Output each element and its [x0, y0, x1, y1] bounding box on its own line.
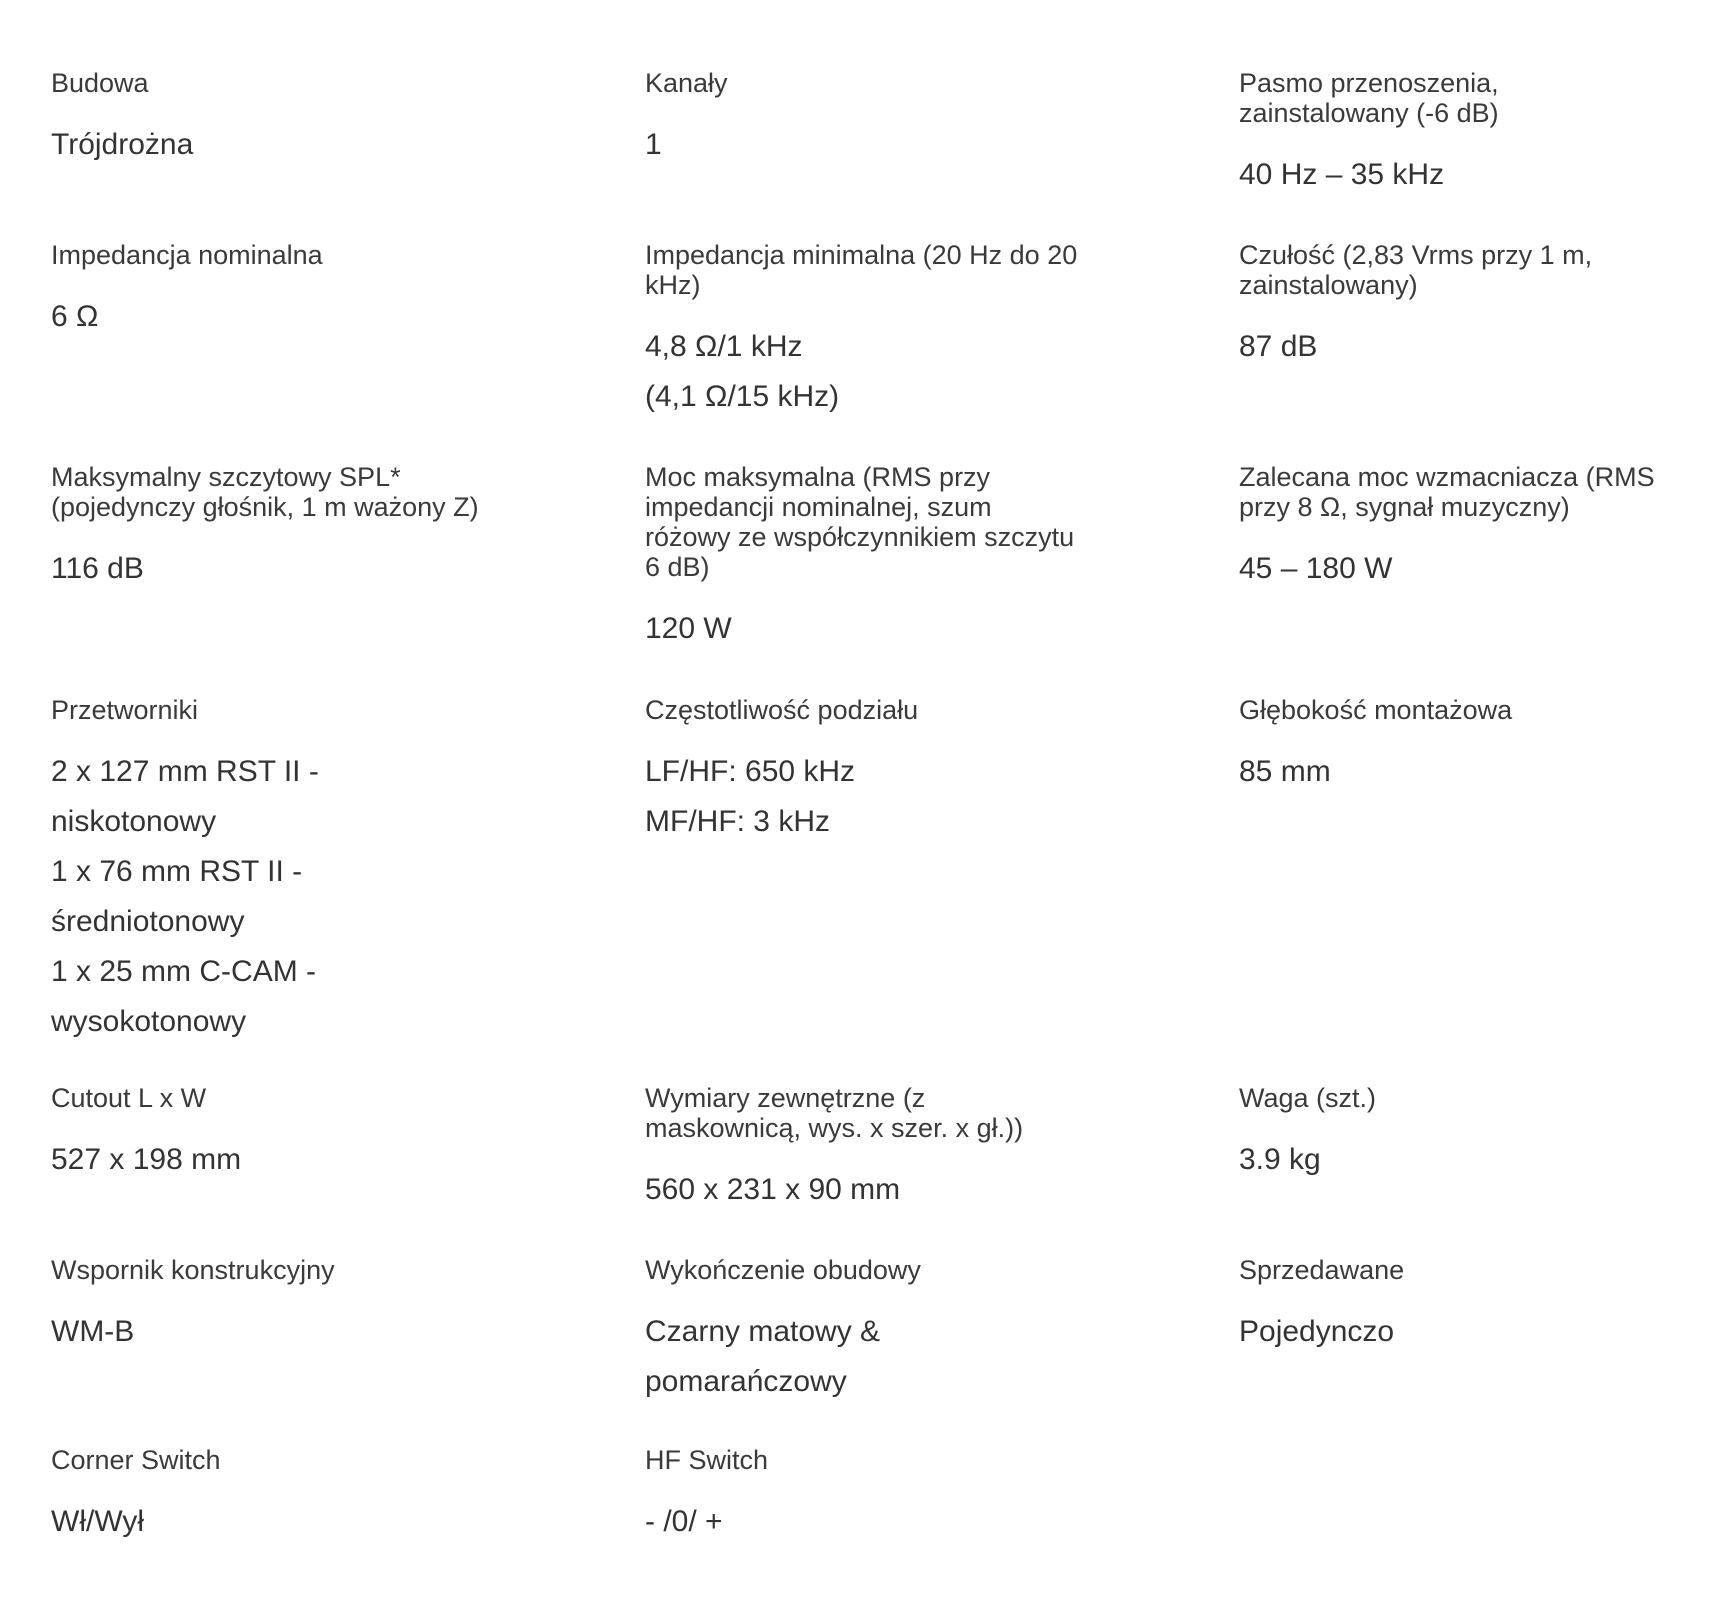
spec-label: Głębokość montażowa — [1239, 695, 1513, 725]
spec-value: (4,1 Ω/15 kHz) — [645, 380, 840, 413]
spec-value: 2 x 127 mm RST II - — [51, 755, 319, 788]
spec-value: 527 x 198 mm — [51, 1143, 242, 1176]
spec-label-line: Wymiary zewnętrzne (z — [645, 1083, 926, 1113]
spec-label: Wykończenie obudowy — [645, 1255, 921, 1285]
spec-value: MF/HF: 3 kHz — [645, 805, 830, 838]
spec-label-line: zainstalowany (-6 dB) — [1239, 98, 1499, 128]
spec-item-glebokosc-montazowa — [1239, 695, 1709, 797]
spec-value: Trójdrożna — [51, 128, 194, 161]
spec-label-line: 6 dB) — [645, 552, 710, 582]
spec-label: Waga (szt.) — [1239, 1083, 1377, 1113]
spec-value: 87 dB — [1239, 330, 1318, 363]
spec-item-wspornik — [51, 1255, 521, 1357]
spec-label: Kanały — [645, 68, 728, 98]
spec-value: 116 dB — [51, 552, 144, 585]
spec-label: Sprzedawane — [1239, 1255, 1405, 1285]
spec-value: 45 – 180 W — [1239, 552, 1393, 585]
spec-label: Corner Switch — [51, 1445, 221, 1475]
spec-item-moc-maksymalna — [645, 462, 1115, 654]
spec-label-line: zainstalowany) — [1239, 270, 1418, 300]
spec-value: Czarny matowy & — [645, 1315, 881, 1348]
spec-item-budowa — [51, 68, 521, 170]
spec-label — [645, 462, 1115, 582]
spec-label: HF Switch — [645, 1445, 769, 1475]
spec-label: Cutout L x W — [51, 1083, 207, 1113]
spec-value: 560 x 231 x 90 mm — [645, 1173, 901, 1206]
spec-value: 6 Ω — [51, 300, 99, 333]
spec-label-line: impedancji nominalnej, szum — [645, 492, 992, 522]
spec-label-line: Moc maksymalna (RMS przy — [645, 462, 991, 492]
spec-item-waga — [1239, 1083, 1709, 1185]
spec-value: pomarańczowy — [645, 1365, 847, 1398]
spec-label: Wspornik konstrukcyjny — [51, 1255, 335, 1285]
spec-value: 1 — [645, 128, 662, 161]
spec-label-line: maskownicą, wys. x szer. x gł.)) — [645, 1113, 1024, 1143]
spec-label: Budowa — [51, 68, 149, 98]
spec-item-pasmo-przenoszenia — [1239, 68, 1709, 200]
spec-value: 120 W — [645, 612, 732, 645]
spec-item-impedancja-nominalna — [51, 240, 521, 342]
spec-item-impedancja-minimalna — [645, 240, 1115, 422]
spec-label — [645, 1083, 1115, 1143]
spec-label — [1239, 462, 1709, 522]
spec-item-corner-switch — [51, 1445, 521, 1547]
spec-item-wykonczenie-obudowy — [645, 1255, 1115, 1407]
spec-value: 1 x 76 mm RST II - — [51, 855, 303, 888]
spec-item-sprzedawane — [1239, 1255, 1709, 1357]
spec-label: Częstotliwość podziału — [645, 695, 919, 725]
spec-label-line: przy 8 Ω, sygnał muzyczny) — [1239, 492, 1570, 522]
spec-label-line: Maksymalny szczytowy SPL* — [51, 462, 401, 492]
spec-value: 3.9 kg — [1239, 1143, 1321, 1176]
spec-value: 1 x 25 mm C-CAM - — [51, 955, 317, 988]
spec-value: 85 mm — [1239, 755, 1331, 788]
spec-label-line: Zalecana moc wzmacniacza (RMS — [1239, 462, 1655, 492]
spec-item-czulosc — [1239, 240, 1709, 372]
spec-label-line: Impedancja minimalna (20 Hz do 20 — [645, 240, 1078, 270]
spec-item-wymiary-zewnetrzne — [645, 1083, 1115, 1215]
spec-value: 40 Hz – 35 kHz — [1239, 158, 1445, 191]
spec-label-line: (pojedynczy głośnik, 1 m ważony Z) — [51, 492, 479, 522]
spec-label — [645, 240, 1115, 300]
spec-item-czestotliwosc-podzialu — [645, 695, 1115, 847]
spec-value: WM-B — [51, 1315, 135, 1348]
spec-label — [1239, 240, 1709, 300]
spec-label-line: Pasmo przenoszenia, — [1239, 68, 1499, 98]
spec-value: 4,8 Ω/1 kHz — [645, 330, 803, 363]
spec-value: średniotonowy — [51, 905, 245, 938]
spec-value: - /0/ + — [645, 1505, 723, 1538]
spec-value: Pojedynczo — [1239, 1315, 1395, 1348]
spec-label — [51, 462, 521, 522]
spec-value: Wł/Wył — [51, 1505, 145, 1538]
spec-item-cutout — [51, 1083, 521, 1185]
spec-value: LF/HF: 650 kHz — [645, 755, 856, 788]
spec-label: Przetworniki — [51, 695, 199, 725]
spec-item-max-spl — [51, 462, 521, 594]
spec-item-zalecana-moc — [1239, 462, 1709, 594]
spec-label: Impedancja nominalna — [51, 240, 323, 270]
spec-value: niskotonowy — [51, 805, 217, 838]
spec-label-line: kHz) — [645, 270, 701, 300]
spec-label-line: różowy ze współczynnikiem szczytu — [645, 522, 1075, 552]
spec-label — [1239, 68, 1709, 128]
spec-label-line: Czułość (2,83 Vrms przy 1 m, — [1239, 240, 1593, 270]
spec-item-hf-switch — [645, 1445, 1115, 1547]
spec-item-przetworniki — [51, 695, 521, 1047]
spec-item-kanaly — [645, 68, 1115, 170]
spec-value: wysokotonowy — [51, 1005, 247, 1038]
